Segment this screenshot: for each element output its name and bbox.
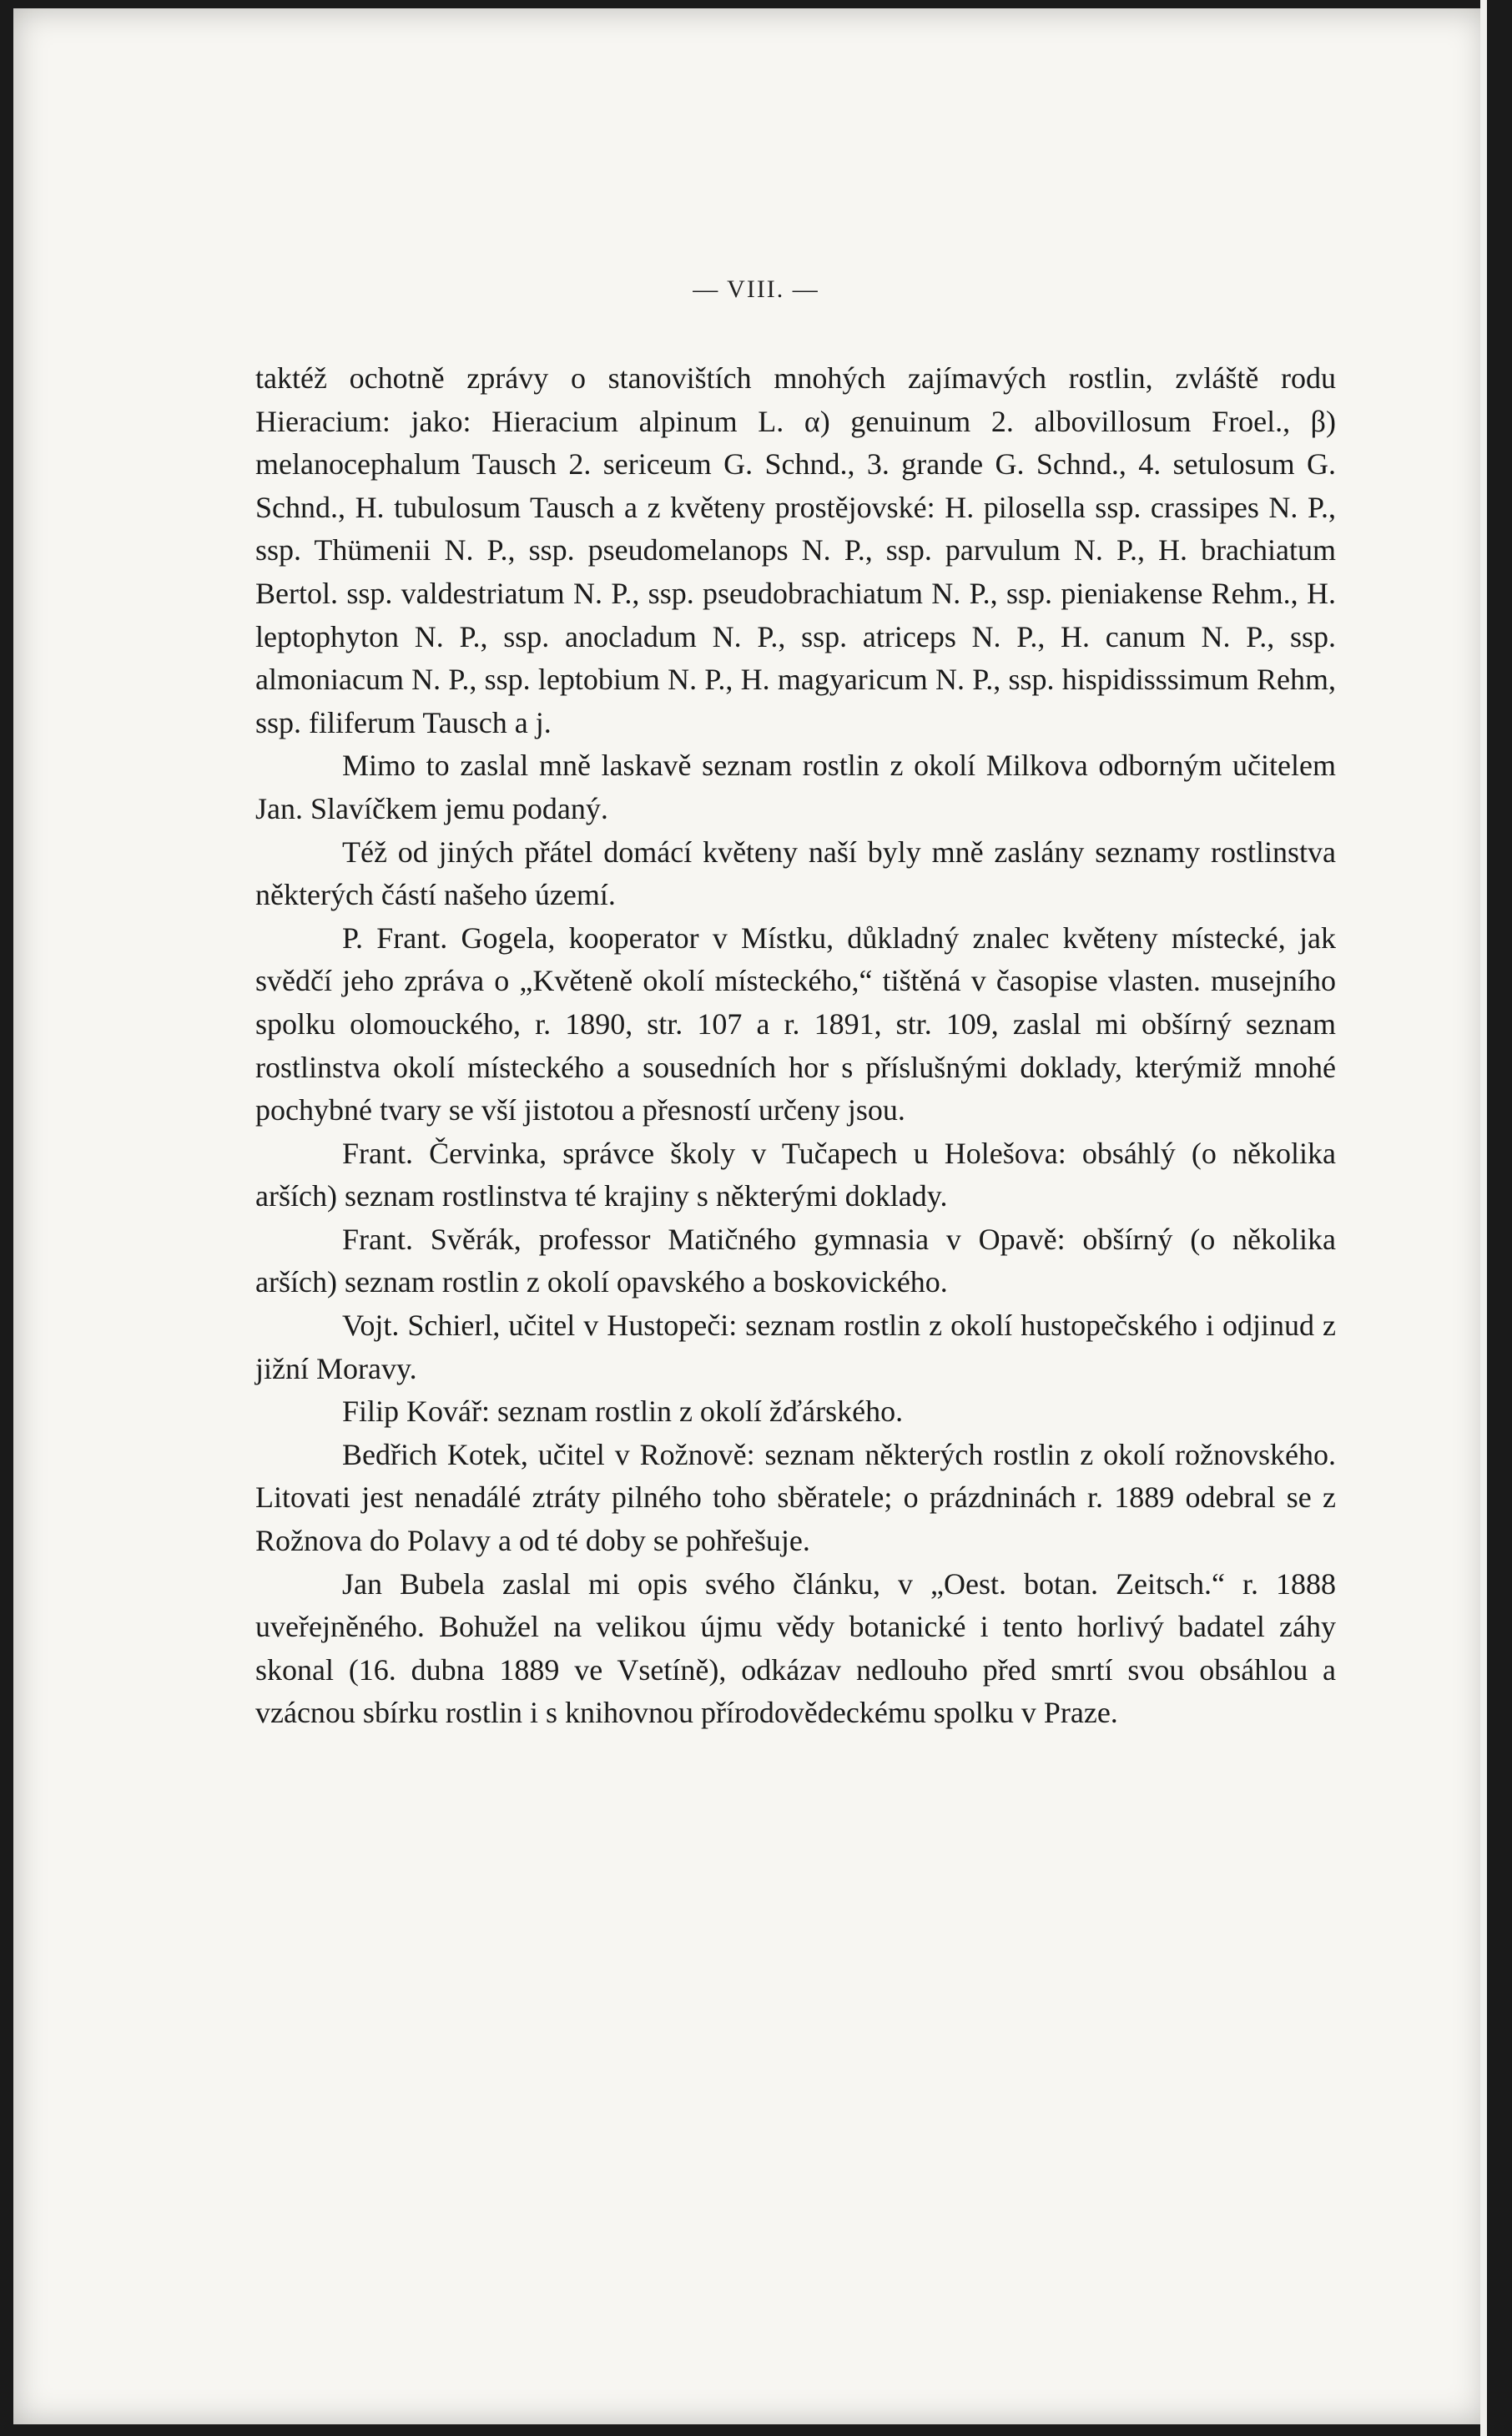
paragraph-kotek: Bedřich Kotek, učitel v Rožnově: seznam některých rostlin z okolí rožnovského. Litovati jest nenadálé ztráty pilného toho sběratele; o prázdninách r. 1889 odebral se z Rožnova do Polavy a od té doby se pohřešuje.: [255, 1437, 1336, 1558]
paragraph-schierl: Vojt. Schierl, učitel v Hustopeči: seznam rostlin z okolí hustopečského i odjinud z jižní Moravy.: [255, 1309, 1336, 1385]
paragraph-milkov: Mimo to zaslal mně laskavě seznam rostlin z okolí Milkova odborným učitelem Jan. Slavíčkem jemu podaný.: [255, 749, 1336, 825]
paragraph-kovar: Filip Kovář: seznam rostlin z okolí žďárského.: [342, 1395, 904, 1429]
paragraph-other-friends: Též od jiných přátel domácí květeny naší byly mně zaslány seznamy rostlinstva některých částí našeho území.: [255, 835, 1336, 912]
paragraph-cervinka: Frant. Červinka, správce školy v Tučapech u Holešova: obsáhlý (o několika arších) seznam rostlinstva té krajiny s některými doklady.: [255, 1136, 1336, 1213]
paragraph-sverak: Frant. Svěrák, professor Matičného gymnasia v Opavě: obšírný (o několika arších) seznam rostlin z okolí opavského a boskovického.: [255, 1222, 1336, 1299]
paragraph-bubela: Jan Bubela zaslal mi opis svého článku, v „Oest. botan. Zeitsch.“ r. 1888 uveřejněného. Bohužel na velikou újmu vědy botanické i tento horlivý badatel záhy skonal (16. dubna 1889 ve Vsetíně), odkázav nedlouho před smrtí svou obsáhlou a vzácnou sbírku rostlin i s knihovnou přírodovědeckému spolku v Praze.: [255, 1566, 1336, 1730]
paragraph-gogela: P. Frant. Gogela, kooperator v Místku, důkladný znalec květeny místecké, jak svědčí jeho zpráva o „Květeně okolí místeckého,“ tištěná v časopise vlasten. musejního spolku olomouckého, r. 1890, str. 107 a r. 1891, str. 109, zaslal mi obšírný seznam rostlinstva okolí místeckého a sousedních hor s příslušnými doklady, kterýmiž mnohé pochybné tvary se vší jistotou a přesností určeny jsou.: [255, 920, 1336, 1127]
paragraph-hieracium-list: taktéž ochotně zprávy o stanovištích mnohých zajímavých rostlin, zvláště rodu Hieracium: jako: Hieracium alpinum L. α) genuinum 2. albovillosum Froel., β) melanocephalum Tausch 2. sericeum G. Schnd., 3. grande G. Schnd., 4. setulosum G. Schnd., H. tubulosum Tausch a z květeny prostějovské: H. pilosella ssp. crassipes N. P., ssp. Thümenii N. P., ssp. pseudomelanops N. P., ssp. parvulum N. P., H. brachiatum Bertol. ssp. valdestriatum N. P., ssp. pseudobrachiatum N. P., ssp. pieniakense Rehm., H. leptophyton N. P., ssp. anocladum N. P., ssp. atriceps N. P., H. canum N. P., ssp. almoniacum N. P., ssp. leptobium N. P., H. magyaricum N. P., ssp. hispidisssimum Rehm, ssp. filiferum Tausch a j.: [255, 361, 1336, 739]
page-number: — VIII. —: [693, 275, 819, 303]
body-text: [255, 357, 1336, 1735]
page-edge: [1480, 0, 1487, 2436]
